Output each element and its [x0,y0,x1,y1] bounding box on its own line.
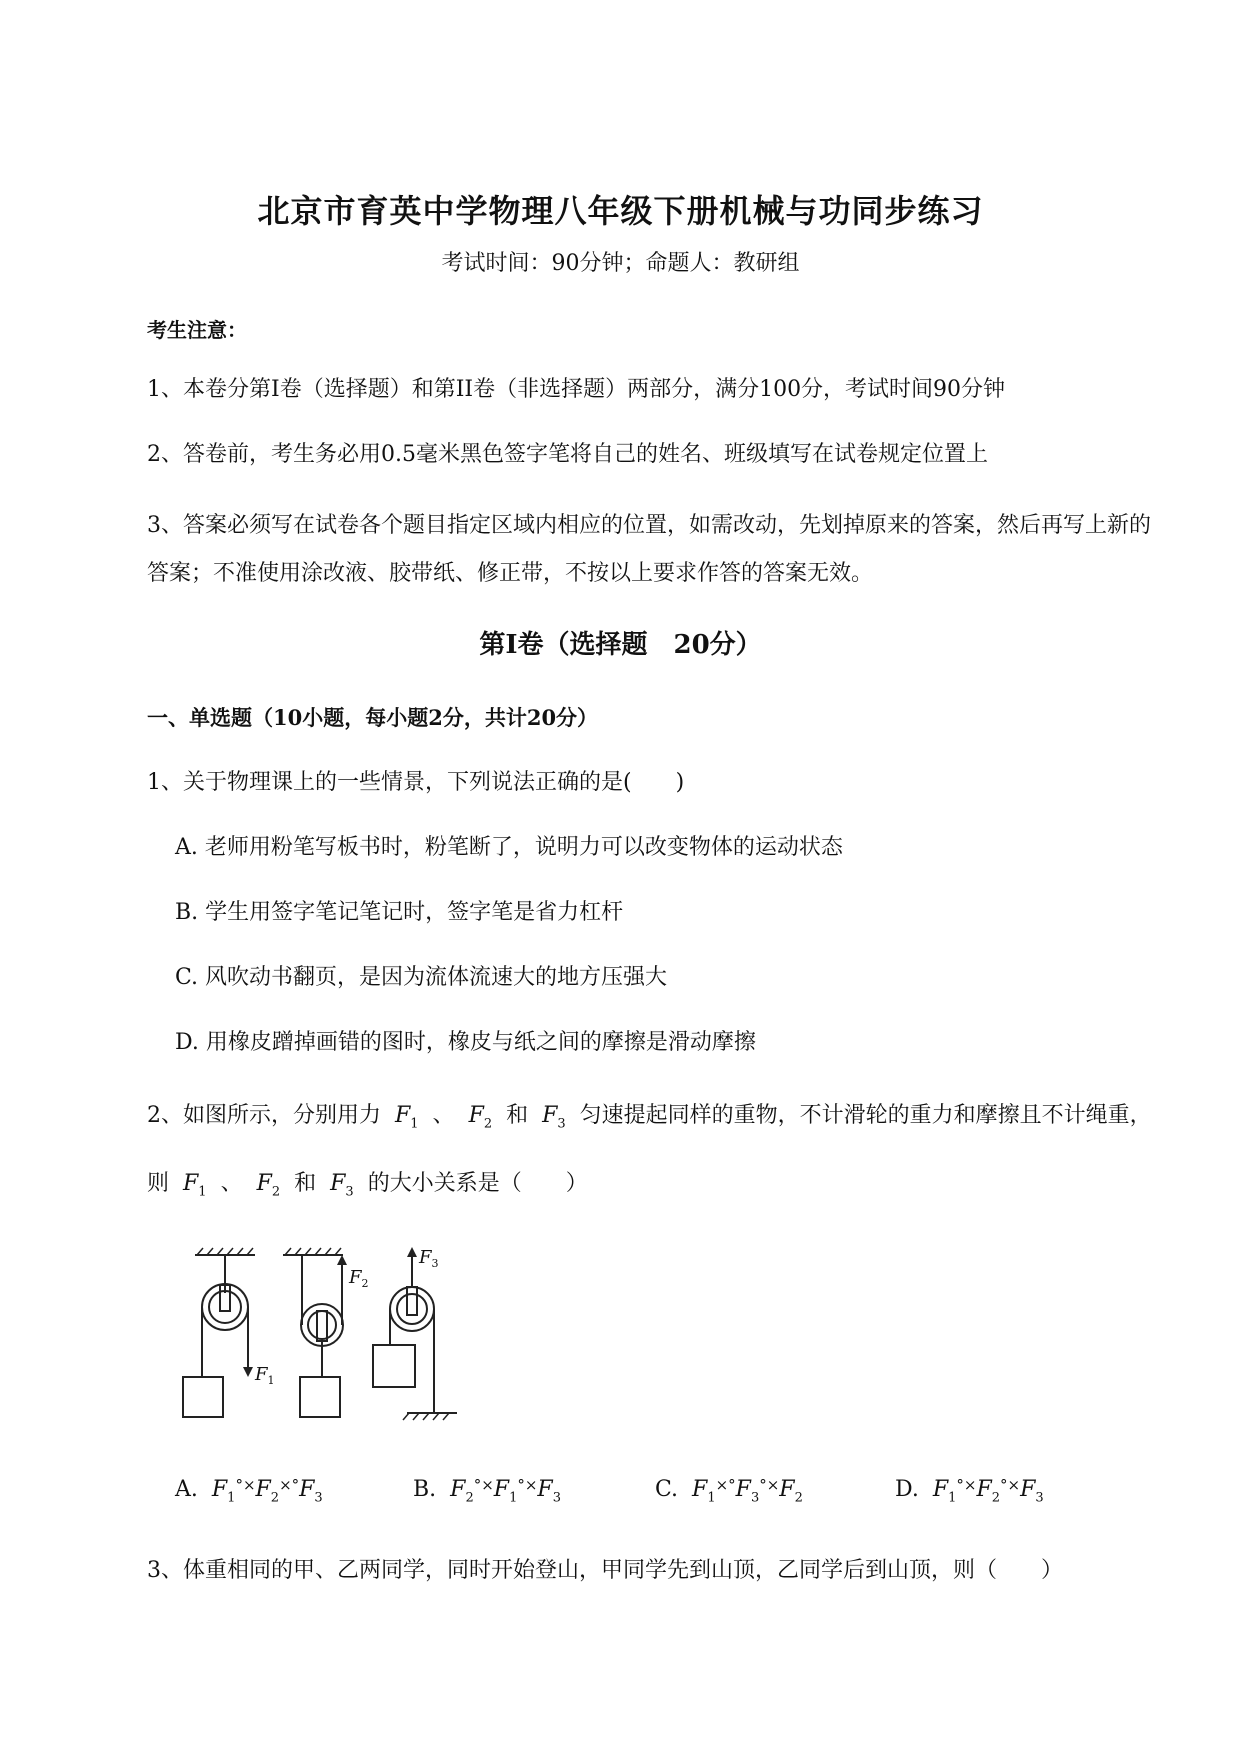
q2-and-2: 和 [294,1171,317,1196]
var-f3-b: $F_3$ [330,1171,354,1200]
notice-item-2: 2、答卷前，考生务必用0.5毫米黑色签字笔将自己的姓名、班级填写在试卷规定位置上 [147,442,988,467]
question-2-stem-line-2 [147,1166,588,1199]
question-1-option-d: D. 用橡皮蹭掉画错的图时，橡皮与纸之间的摩擦是滑动摩擦 [175,1030,756,1055]
arrow-f3 [407,1247,417,1257]
question-2-option-d: D. $F_1^{^\circ\times}F_2^{^\circ\times}F_3$ [895,1476,1044,1506]
notice-item-1: 1、本卷分第I卷（选择题）和第II卷（非选择题）两部分，满分100分，考试时间90分钟 [147,377,1006,402]
q2-sep-1: 、 [432,1103,455,1128]
weight-1 [183,1377,223,1417]
arrow-f1 [243,1367,253,1377]
q2-text-c: 则 [147,1171,170,1196]
part-title: 一、单选题（10小题，每小题2分，共计20分） [147,705,599,730]
q2-text-b: 匀速提起同样的重物，不计滑轮的重力和摩擦且不计绳重， [579,1103,1152,1128]
question-2-option-c: C. $F_1^{\times^\circ}F_3^{^\circ\times}F_2$ [655,1476,803,1506]
exam-title: 北京市育英中学物理八年级下册机械与功同步练习 [257,192,984,230]
exam-subtitle: 考试时间：90分钟；命题人：教研组 [441,251,800,276]
question-2-option-b: B. $F_2^{^\circ\times}F_1^{^\circ\times}F_3$ [413,1476,561,1506]
label-f3: $F_3$ [419,1247,439,1270]
var-f2: $F_2$ [468,1103,493,1132]
pulley-diagram [175,1245,495,1425]
question-1-option-b: B. 学生用签字笔记笔记时，签字笔是省力杠杆 [175,900,624,925]
question-1-option-a: A. 老师用粉笔写板书时，粉笔断了，说明力可以改变物体的运动状态 [175,835,843,860]
question-3-stem: 3、体重相同的甲、乙两同学，同时开始登山，甲同学先到山顶，乙同学后到山顶，则（ ） [147,1558,1064,1583]
q2-text-a: 2、如图所示，分别用力 [147,1103,381,1128]
question-2-option-a: A. $F_1^{^\circ\times}F_2^{\times^\circ}F_3$ [175,1476,323,1506]
question-1-stem: 1、关于物理课上的一些情景，下列说法正确的是( ) [147,770,685,795]
var-f2-b: $F_2$ [256,1171,281,1200]
var-f1: $F_1$ [395,1103,419,1132]
label-f2: $F_2$ [349,1267,369,1290]
var-f1-b: $F_1$ [183,1171,207,1200]
notice-heading: 考生注意： [147,318,247,342]
q2-sep-2: 、 [220,1171,243,1196]
var-f3: $F_3$ [542,1103,566,1132]
section-title: 第I卷（选择题 20分） [479,630,762,660]
weight-3 [373,1345,415,1387]
question-1-option-c: C. 风吹动书翻页，是因为流体流速大的地方压强大 [175,965,668,990]
weight-2 [300,1377,340,1417]
label-f1: $F_1$ [255,1364,275,1387]
notice-item-3: 3、答案必须写在试卷各个题目指定区域内相应的位置，如需改动，先划掉原来的答案，然后再写上新的答案；不准使用涂改液、胶带纸、修正带，不按以上要求作答的答案无效。 [147,513,1152,586]
arrow-f2 [337,1255,347,1265]
q2-and-1: 和 [506,1103,529,1128]
question-2-stem-line-1 [147,1098,1152,1131]
q2-text-d: 的大小关系是（ ） [367,1171,588,1196]
